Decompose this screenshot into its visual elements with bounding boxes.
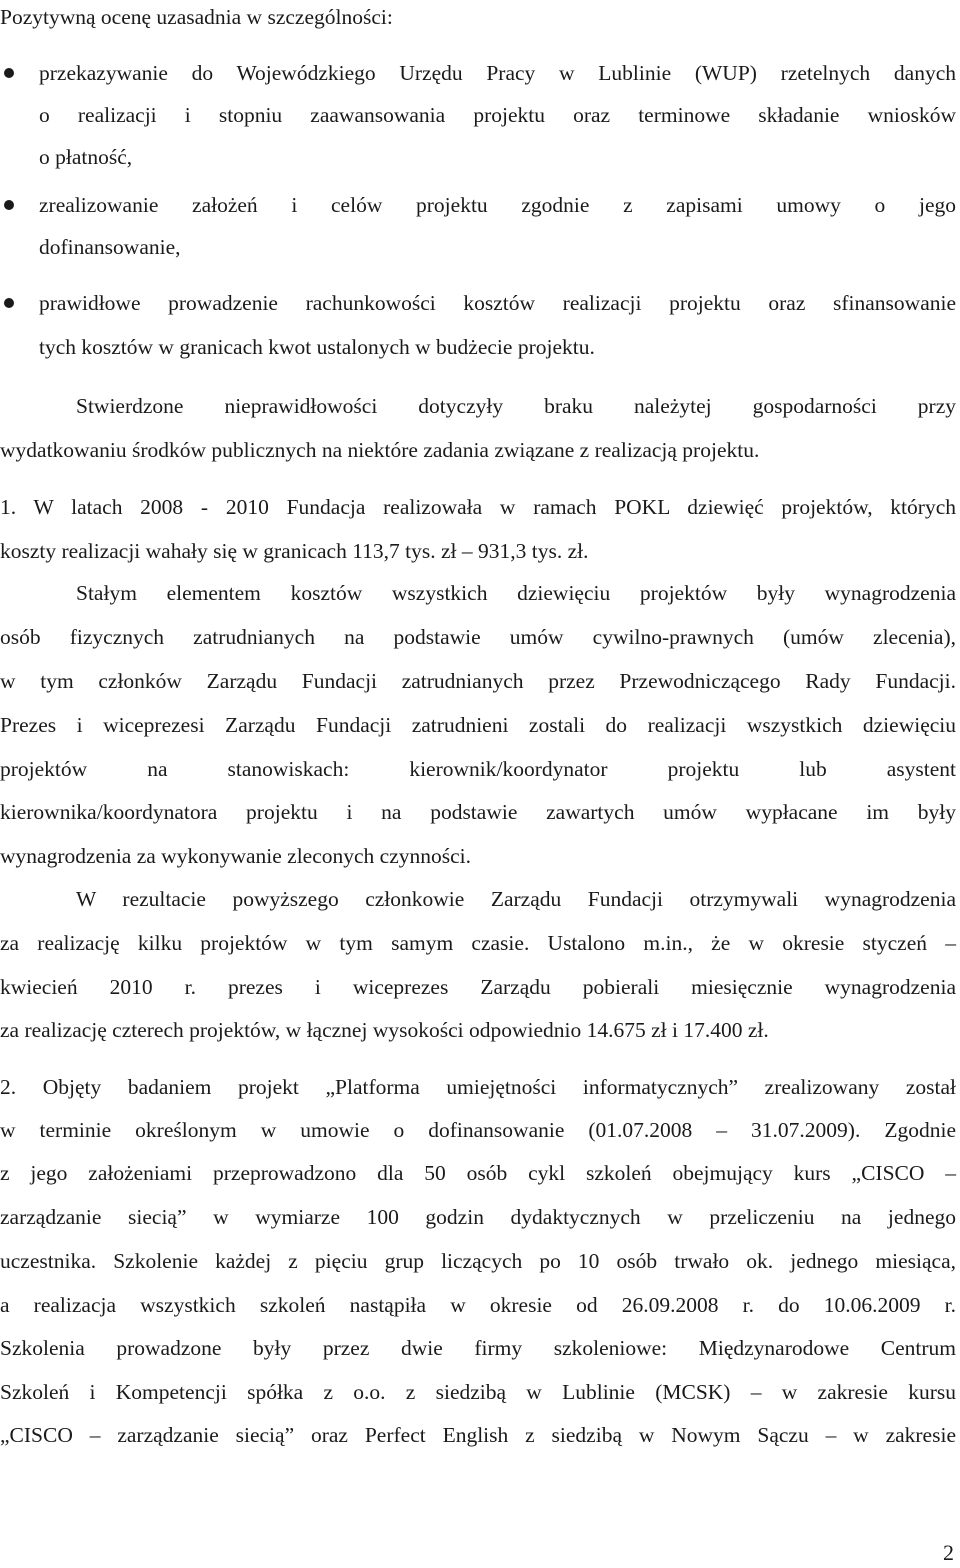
findings-line-1: Stwierdzone nieprawidłowości dotyczyły braku należytej gospodarności przy — [76, 394, 956, 418]
paragraph-2-line-2: osób fizycznych zatrudnianych na podstawie umów cywilno-prawnych (umów zlecenia), — [0, 625, 956, 649]
paragraph-2-line-3: w tym członków Zarządu Fundacji zatrudnianych przez Przewodniczącego Rady Fundacji. — [0, 669, 956, 693]
section-2-line-7: Szkolenia prowadzone były przez dwie firmy szkoleniowe: Międzynarodowe Centrum — [0, 1336, 956, 1360]
bullet-icon — [4, 68, 14, 78]
page-number: 2 — [943, 1540, 954, 1565]
section-2-line-8: Szkoleń i Kompetencji spółka z o.o. z siedzibą w Lublinie (MCSK) – w zakresie kursu — [0, 1380, 956, 1404]
section-2-line-1: 2. Objęty badaniem projekt „Platforma umiejętności informatycznych” zrealizowany został — [0, 1075, 956, 1099]
bullet-1-line-1: przekazywanie do Wojewódzkiego Urzędu Pracy w Lublinie (WUP) rzetelnych danych — [39, 61, 956, 85]
section-2-line-4: zarządzanie siecią” w wymiarze 100 godzin dydaktycznych w przeliczeniu na jednego — [0, 1205, 956, 1229]
intro-text: Pozytywną ocenę uzasadnia w szczególności: — [0, 5, 393, 29]
section-2-line-9: „CISCO – zarządzanie siecią” oraz Perfect English z siedzibą w Nowym Sączu – w zakresie — [0, 1423, 956, 1447]
section-1-line-2: koszty realizacji wahały się w granicach 113,7 tys. zł – 931,3 tys. zł. — [0, 539, 589, 563]
bullet-icon — [4, 200, 14, 210]
section-2-line-6: a realizacja wszystkich szkoleń nastąpiła w okresie od 26.09.2008 r. do 10.06.2009 r. — [0, 1293, 956, 1317]
bullet-1-line-2: o realizacji i stopniu zaawansowania projektu oraz terminowe składanie wniosków — [39, 103, 956, 127]
paragraph-2-line-4: Prezes i wiceprezesi Zarządu Fundacji zatrudnieni zostali do realizacji wszystkich dziewięciu — [0, 713, 956, 737]
findings-line-2: wydatkowaniu środków publicznych na niektóre zadania związane z realizacją projektu. — [0, 438, 760, 462]
paragraph-2-line-7: wynagrodzenia za wykonywanie zleconych czynności. — [0, 844, 472, 868]
paragraph-2-line-6: kierownika/koordynatora projektu i na podstawie zawartych umów wypłacane im były — [0, 800, 956, 824]
paragraph-3-line-1: W rezultacie powyższego członkowie Zarządu Fundacji otrzymywali wynagrodzenia — [76, 887, 956, 911]
paragraph-3-line-2: za realizację kilku projektów w tym samym czasie. Ustalono m.in., że w okresie styczeń – — [0, 931, 956, 955]
section-2-line-2: w terminie określonym w umowie o dofinansowanie (01.07.2008 – 31.07.2009). Zgodnie — [0, 1118, 956, 1142]
section-2-line-3: z jego założeniami przeprowadzono dla 50 osób cykl szkoleń obejmujący kurs „CISCO – — [0, 1161, 956, 1185]
section-1-line-1: 1. W latach 2008 - 2010 Fundacja realizowała w ramach POKL dziewięć projektów, których — [0, 495, 956, 519]
bullet-icon — [4, 298, 14, 308]
paragraph-3-line-3: kwiecień 2010 r. prezes i wiceprezes Zarządu pobierali miesięcznie wynagrodzenia — [0, 975, 956, 999]
paragraph-2-line-1: Stałym elementem kosztów wszystkich dziewięciu projektów były wynagrodzenia — [76, 581, 956, 605]
bullet-2-line-2: dofinansowanie, — [39, 235, 181, 259]
bullet-3-line-2: tych kosztów w granicach kwot ustalonych w budżecie projektu. — [39, 335, 595, 359]
paragraph-3-line-4: za realizację czterech projektów, w łącznej wysokości odpowiednio 14.675 zł i 17.400 zł. — [0, 1018, 769, 1042]
section-2-line-5: uczestnika. Szkolenie każdej z pięciu grup liczących po 10 osób trwało ok. jednego miesiąca, — [0, 1249, 956, 1273]
bullet-1-line-3: o płatność, — [39, 145, 133, 169]
bullet-3-line-1: prawidłowe prowadzenie rachunkowości kosztów realizacji projektu oraz sfinansowanie — [39, 291, 956, 315]
paragraph-2-line-5: projektów na stanowiskach: kierownik/koordynator projektu lub asystent — [0, 757, 956, 781]
bullet-2-line-1: zrealizowanie założeń i celów projektu zgodnie z zapisami umowy o jego — [39, 193, 956, 217]
